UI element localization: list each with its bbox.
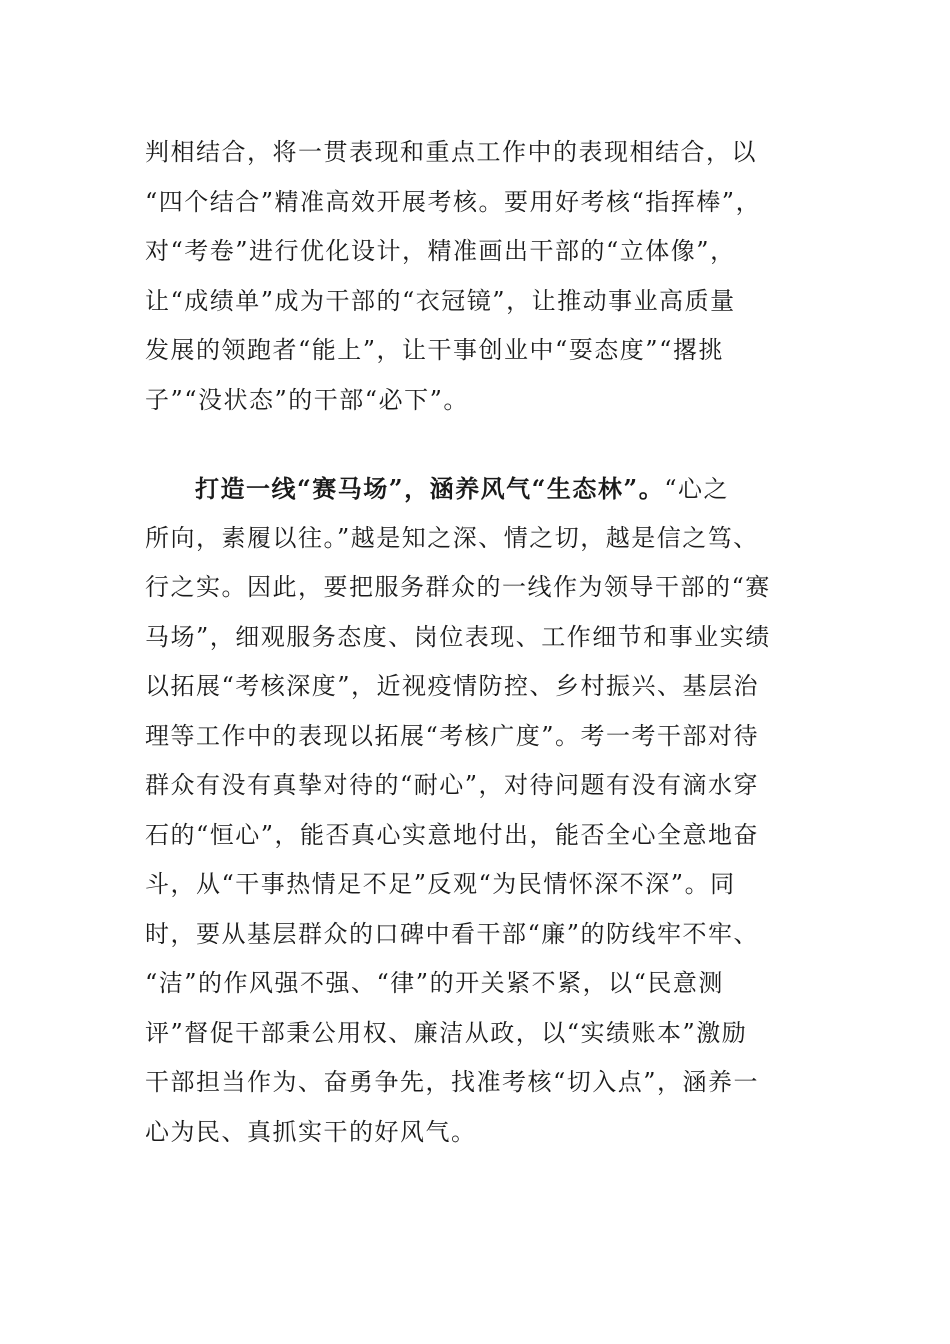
- paragraph-line: “四个结合”精准高效开展考核。要用好考核“指挥棒”，: [145, 187, 762, 216]
- paragraph-1: [145, 128, 810, 425]
- paragraph-line: 群众有没有真挚对待的“耐心”，对待问题有没有滴水穿: [145, 771, 760, 799]
- paragraph-line: 时，要从基层群众的口碑中看干部“廉”的防线牢不牢、: [145, 919, 760, 948]
- paragraph-line: 对“考卷”进行优化设计，精准画出干部的“立体像”，: [145, 237, 736, 265]
- paragraph-line: 以拓展“考核深度”，近视疫情防控、乡村振兴、基层治: [145, 672, 760, 700]
- paragraph-line: 理等工作中的表现以拓展“考核广度”。考一考干部对待: [145, 721, 760, 750]
- paragraph-line: 判相结合，将一贯表现和重点工作中的表现相结合，以: [145, 138, 757, 166]
- paragraph-line: 干部担当作为、奋勇争先，找准考核“切入点”，涵养一: [145, 1068, 760, 1096]
- paragraph-first-line-rest: “心之: [664, 475, 729, 503]
- paragraph-line: 行之实。因此，要把服务群众的一线作为领导干部的“赛: [145, 573, 771, 601]
- paragraph-line: 发展的领跑者“能上”，让干事创业中“耍态度”“撂挑: [145, 336, 724, 364]
- paragraph-line: 所向，素履以往。”越是知之深、情之切，越是信之笃、: [145, 523, 759, 552]
- paragraph-line: 让“成绩单”成为干部的“衣冠镜”，让推动事业高质量: [145, 286, 736, 315]
- paragraph-line: 评”督促干部秉公用权、廉洁从政，以“实绩账本”激励: [145, 1018, 748, 1047]
- paragraph-line: “洁”的作风强不强、“律”的开关紧不紧，以“民意测: [145, 969, 724, 997]
- paragraph-first-line: [145, 464, 810, 514]
- paragraph-line: 心为民、真抓实干的好风气。: [145, 1117, 477, 1146]
- paragraph-line: 斗，从“干事热情足不足”反观“为民情怀深不深”。同: [145, 870, 736, 898]
- paragraph-2: [145, 464, 810, 1157]
- paragraph-line: 子”“没状态”的干部“必下”。: [145, 385, 469, 414]
- section-heading: 打造一线“赛马场”，涵养风气“生态林”。: [195, 474, 665, 503]
- paragraph-line: 石的“恒心”，能否真心实意地付出，能否全心全意地奋: [145, 820, 760, 849]
- paragraph-line: 马场”，细观服务态度、岗位表现、工作细节和事业实绩: [145, 622, 771, 651]
